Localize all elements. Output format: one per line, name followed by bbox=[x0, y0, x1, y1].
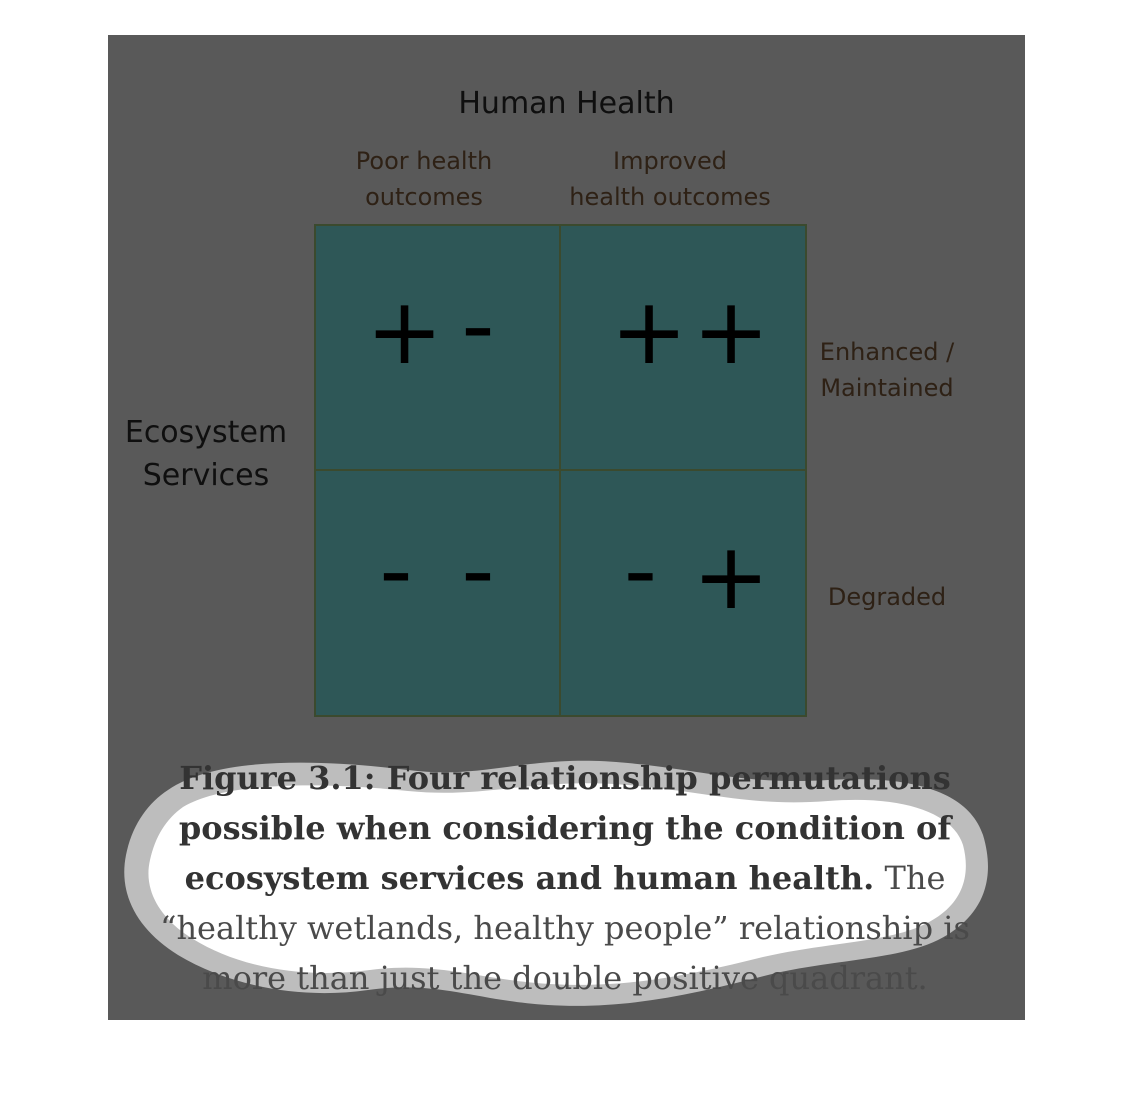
row-label-enhanced: Enhanced / Maintained bbox=[819, 338, 955, 402]
quadrant-sign-ecosystem: - bbox=[379, 516, 413, 624]
quadrant-sign-health: - bbox=[461, 516, 495, 624]
quadrant-sign-health: + bbox=[692, 522, 770, 630]
figure-caption-title: Figure 3.1: Four relationship permutations possible when considering the condition of ecosystem services and human health. bbox=[178, 759, 952, 897]
quadrant-bottom-left bbox=[316, 471, 561, 716]
quadrant-top-right bbox=[561, 226, 806, 471]
column-label-poor: Poor health outcomes bbox=[355, 147, 493, 211]
quadrant-sign-health: - bbox=[461, 272, 495, 379]
row-header: Ecosystem Services bbox=[124, 415, 288, 493]
quadrant-sign-ecosystem: + bbox=[366, 278, 444, 385]
row-label-degraded: Degraded bbox=[827, 583, 947, 611]
quadrant-sign-health: + bbox=[692, 278, 770, 385]
quadrant-top-left bbox=[316, 226, 561, 471]
figure-caption bbox=[115, 753, 1015, 1003]
quadrant-sign-ecosystem: + bbox=[610, 278, 688, 385]
column-label-improved: Improved health outcomes bbox=[569, 147, 771, 211]
figure-caption-body: The “healthy wetlands, healthy people” relationship is more than just the double positive quadrant. bbox=[160, 859, 970, 997]
column-header: Human Health bbox=[458, 86, 675, 121]
quadrant-matrix bbox=[314, 224, 807, 717]
quadrant-sign-ecosystem: - bbox=[623, 516, 658, 624]
quadrant-bottom-right bbox=[561, 471, 806, 716]
